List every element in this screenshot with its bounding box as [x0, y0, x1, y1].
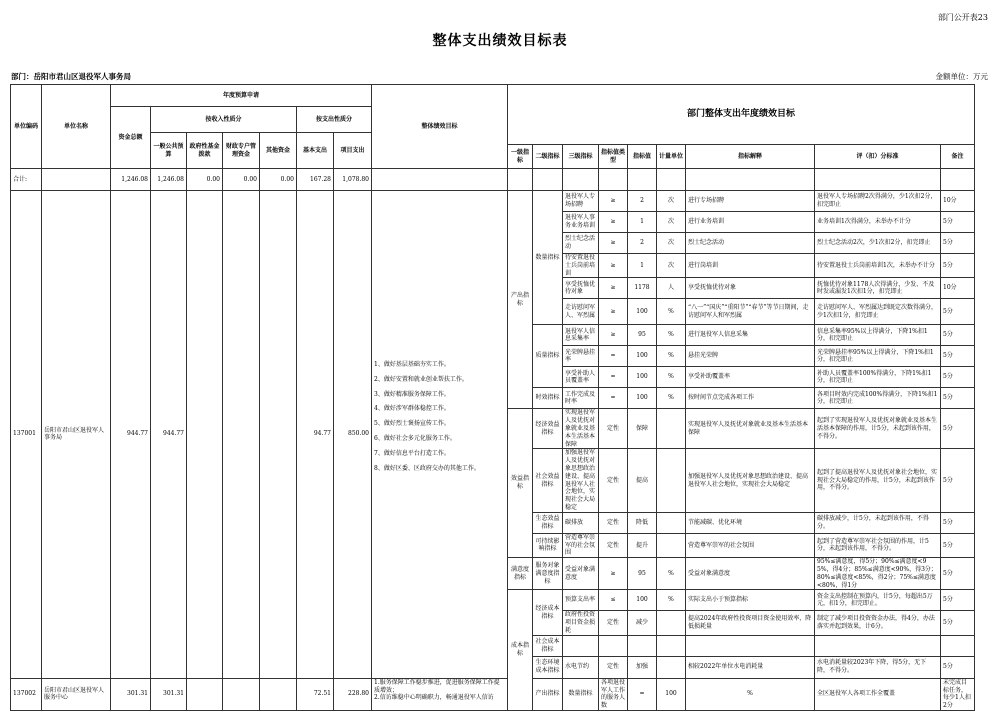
indicator-unit: % [657, 558, 686, 590]
unit2-code: 137002 [11, 678, 42, 710]
goal-item: 1.服务保障工作稳步推进，促进服务保障工作提质增效； [374, 678, 500, 694]
header-fiscal-special: 财政专户管理资金 [223, 133, 260, 169]
indicator-explain: 实际支出小于预算指标 [686, 590, 815, 611]
header-by-income: 按收入性质分 [151, 107, 297, 133]
header-total-funds: 资金总额 [111, 107, 151, 169]
header-unit-code: 单位编码 [11, 85, 42, 169]
indicator-remark: 5分 [941, 367, 975, 388]
indicator-l3: 走访慰问军人、军烈属 [563, 299, 599, 325]
indicator-explain: 进行专场招聘 [686, 191, 815, 212]
unit1-basic: 94.77 [297, 191, 334, 679]
indicator-unit: % [657, 367, 686, 388]
indicator-explain: 烈士纪念活动 [686, 233, 815, 254]
header-project-exp: 项目支出 [334, 133, 372, 169]
indicator-value: 提升 [628, 533, 657, 557]
indicator-scoring: 95%≤满意度，得5分；90%≤满意度<95%，得4分；85%≤满意度<90%，得3分；80%≤满意度<85%，得2分；75%≤满意度<80%，得1分 [815, 558, 941, 590]
indicator-explain: 节能减碳、优化环境 [686, 512, 815, 533]
indicator-unit: % [657, 590, 686, 611]
indicator-value: 提高 [628, 449, 657, 512]
amount-unit-label: 金额单位：万元 [935, 72, 988, 81]
indicator-explain: 享受抚恤优待对象 [686, 278, 815, 299]
unit2-explain: 全区退役军人各项工作全覆盖 [815, 678, 941, 710]
total-other: 0.00 [260, 169, 297, 191]
header-annual-budget: 年度预算申请 [111, 85, 372, 107]
header-explain: 指标解释 [686, 145, 815, 169]
indicator-type: 定性 [599, 409, 628, 449]
unit1-name: 岳阳市君山区退役军人事务局 [42, 191, 111, 679]
indicator-l3: 营造尊军崇军的社会氛围 [563, 533, 599, 557]
indicator-unit [657, 512, 686, 533]
indicator-scoring: 光荣牌悬挂率95%以上得满分，下降1%扣1分，扣完即止 [815, 346, 941, 367]
goal-item: 7、做好信息平台打造工作。 [374, 449, 450, 457]
header-level2: 二级指标 [533, 145, 563, 169]
unit1-general: 944.77 [151, 191, 187, 679]
indicator-unit: % [657, 346, 686, 367]
l1-benefit: 效益指标 [508, 409, 533, 558]
indicator-scoring: 业务培训1次得满分，未举办不计分 [815, 212, 941, 233]
indicator-l3: 退役军人信息采集率 [563, 325, 599, 346]
indicator-remark: 5分 [941, 533, 975, 557]
indicator-value: 100 [628, 590, 657, 611]
unit2-total: 301.31 [111, 678, 151, 710]
unit2-scoring: 未完成目标任务，每少1人扣2分 [941, 678, 975, 710]
indicator-type: ≥ [599, 299, 628, 325]
goal-item: 3、做好精准服务保障工作。 [374, 390, 450, 398]
goal-item: 5、做好烈士褒扬宣传工作。 [374, 420, 450, 428]
l2-social: 社会效益指标 [533, 449, 563, 512]
indicator-scoring: 补助人员覆盖率100%得满分，下降1%扣1分，扣完即止 [815, 367, 941, 388]
indicator-type: ≥ [599, 558, 628, 590]
unit2-goals [372, 678, 508, 710]
indicator-l3: 光荣牌悬挂率 [563, 346, 599, 367]
indicator-value: 减少 [628, 611, 657, 635]
indicator-remark: 5分 [941, 254, 975, 278]
header-value: 指标值 [628, 145, 657, 169]
unit2-l1: 产出指标 [533, 678, 563, 710]
indicator-explain: 受益对象满意度 [686, 558, 815, 590]
l2-economic: 经济效益指标 [533, 409, 563, 449]
indicator-value: 加强 [628, 656, 657, 678]
indicator-remark: 5分 [941, 656, 975, 678]
total-fiscal: 0.00 [223, 169, 260, 191]
indicator-scoring: 信息采集率95%以上得满分，下降1%扣1分，扣完即止 [815, 325, 941, 346]
header-other-funds: 其他资金 [260, 133, 297, 169]
indicator-value: 100 [628, 367, 657, 388]
goal-item: 2.信访维稳中心明确职力，畅通退役军人信访 [374, 694, 494, 702]
indicator-explain: 提高2024年政府性投资项目资金使用效率，降低损耗量 [686, 611, 815, 635]
indicator-unit: % [657, 388, 686, 409]
indicator-type: ≥ [599, 278, 628, 299]
indicator-scoring: 退役军人专场招聘2次得满分，少1次扣2分，扣完即止 [815, 191, 941, 212]
indicator-scoring: 各项目时效内完成100%得满分，下降1%扣1分，扣完即止 [815, 388, 941, 409]
indicator-scoring: 制定了减少项目投资资金办法，得4分，办法落实并起到效果，计6分。 [815, 611, 941, 635]
indicator-l3: 加强退役军人及优抚对象思想政治建设、提高退役军人社会地位，实现社会大局稳定 [563, 449, 599, 512]
indicator-explain: “八一”“国庆”“重阳节”“春节”等节日期间，走访慰问军人和军烈属 [686, 299, 815, 325]
indicator-remark: 5分 [941, 449, 975, 512]
header-gov-fund: 政府性基金拨款 [187, 133, 223, 169]
unit2-project: 228.80 [334, 678, 372, 710]
indicator-remark: 5分 [941, 388, 975, 409]
indicator-l3: 受益对象满意度 [563, 558, 599, 590]
indicator-l3: 实现退役军人及优抚对象就业及基本生活基本保障 [563, 409, 599, 449]
indicator-remark: 5分 [941, 325, 975, 346]
indicator-scoring: 抚恤优待对象1178人次得满分，少发、不及时发或漏发1次扣1分，扣完即止 [815, 278, 941, 299]
header-value-type: 指标值类型 [599, 145, 628, 169]
header-scoring: 评（扣）分标准 [815, 145, 941, 169]
indicator-unit: 次 [657, 212, 686, 233]
indicator-explain: 相较2022年单位水电消耗量 [686, 656, 815, 678]
indicator-type: 定性 [599, 449, 628, 512]
indicator-value: 100 [628, 388, 657, 409]
total-funds: 1,246.08 [111, 169, 151, 191]
indicator-explain: 实现退役军人及抚优对象就业及基本生活基本保障 [686, 409, 815, 449]
header-level1: 一级指标 [508, 145, 533, 169]
indicator-value: 100 [628, 299, 657, 325]
header-overall-goal: 整体绩效目标 [372, 85, 508, 169]
goal-item: 4、做好涉军群体稳控工作。 [374, 405, 450, 413]
header-level3: 三级指标 [563, 145, 599, 169]
header-dept-goal: 部门整体支出年度绩效目标 [508, 85, 975, 145]
unit2-l3: 各项退役军人工作的服务人数 [599, 678, 628, 710]
total-basic: 167.28 [297, 169, 334, 191]
unit2-name: 岳阳市君山区退役军人服务中心 [42, 678, 111, 710]
total-general: 1,246.08 [151, 169, 187, 191]
performance-table [10, 84, 975, 711]
indicator-unit [657, 656, 686, 678]
indicator-explain: 进行退役军人信息采集 [686, 325, 815, 346]
indicator-type: ≥ [599, 325, 628, 346]
total-project: 1,078.80 [334, 169, 372, 191]
indicator-remark: 10分 [941, 191, 975, 212]
total-label: 合计: [11, 169, 42, 191]
indicator-remark: 10分 [941, 278, 975, 299]
l1-cost: 成本指标 [508, 590, 533, 711]
indicator-type: = [599, 346, 628, 367]
indicator-remark: 5分 [941, 558, 975, 590]
indicator-type: ≥ [599, 191, 628, 212]
indicator-type: 定性 [599, 656, 628, 678]
unit2-l2: 数量指标 [563, 678, 599, 710]
indicator-type: ≥ [599, 212, 628, 233]
header-by-expense: 按支出性质分 [297, 107, 372, 133]
indicator-explain: 悬挂光荣牌 [686, 346, 815, 367]
indicator-l3: 政府性投资项目资金损耗 [563, 611, 599, 635]
indicator-unit: 次 [657, 233, 686, 254]
header-unit-name: 单位名称 [42, 85, 111, 169]
unit2-type: = [628, 678, 657, 710]
indicator-type: ≥ [599, 254, 628, 278]
indicator-l3: 水电节约 [563, 656, 599, 678]
indicator-value: 2 [628, 233, 657, 254]
indicator-scoring: 烈士纪念活动2次，少1次扣2分，扣完即止 [815, 233, 941, 254]
indicator-unit [657, 409, 686, 449]
indicator-explain: 营造尊军崇军的社会氛围 [686, 533, 815, 557]
unit1-project: 850.00 [334, 191, 372, 679]
indicator-value: 降低 [628, 512, 657, 533]
indicator-explain: 进行岗培训 [686, 254, 815, 278]
indicator-unit [657, 449, 686, 512]
l2-econ-cost: 经济成本指标 [533, 590, 563, 635]
indicator-type: ≤ [599, 590, 628, 611]
indicator-explain: 享受补助覆盖率 [686, 367, 815, 388]
indicator-value: 95 [628, 558, 657, 590]
indicator-type: = [599, 367, 628, 388]
l2-service-sat: 服务对象满意度指标 [533, 558, 563, 590]
indicator-scoring: 起到了营造尊军崇军社会氛围的作用，计5分，未起到该作用，不得分。 [815, 533, 941, 557]
indicator-unit: % [657, 325, 686, 346]
table-row [11, 191, 975, 212]
indicator-unit: 人 [657, 278, 686, 299]
l2-quality: 质量指标 [533, 325, 563, 388]
indicator-type: = [599, 388, 628, 409]
page-label: 部门公开表23 [937, 13, 988, 22]
indicator-l3: 享受补助人员覆盖率 [563, 367, 599, 388]
indicator-l3: 享受抚恤优待对象 [563, 278, 599, 299]
indicator-explain: 进行业务培训 [686, 212, 815, 233]
indicator-unit [657, 533, 686, 557]
indicator-scoring: 资金支出控制在预算内，计5分，每超出5万元，扣1分，扣完即止。 [815, 590, 941, 611]
indicator-remark: 5分 [941, 590, 975, 611]
indicator-l3: 退役军人事务业务培训 [563, 212, 599, 233]
indicator-scoring: 走访慰问军人、军烈属达到既定次数得满分，少1次扣1分，扣完即止 [815, 299, 941, 325]
indicator-l3: 工作完成及时率 [563, 388, 599, 409]
department-label: 部门：岳阳市君山区退役军人事务局 [11, 72, 131, 81]
goal-item: 8、做好区委、区政府交办的其他工作。 [374, 464, 480, 472]
unit1-code: 137001 [11, 191, 42, 679]
header-measure-unit: 计量单位 [657, 145, 686, 169]
indicator-value: 2 [628, 191, 657, 212]
indicator-value: 1 [628, 212, 657, 233]
indicator-l3: 待安置退役士兵岗前培训 [563, 254, 599, 278]
indicator-value: 1178 [628, 278, 657, 299]
indicator-scoring: 待安置退役士兵岗前培训1次，未举办不计分 [815, 254, 941, 278]
indicator-unit [657, 611, 686, 635]
l2-timeliness: 时效指标 [533, 388, 563, 409]
unit2-basic: 72.51 [297, 678, 334, 710]
unit2-value: 100 [657, 678, 686, 710]
header-general-budget: 一般公共预算 [151, 133, 187, 169]
indicator-scoring: 水电消耗量较2023年下降，得5分，无下降，不得分。 [815, 656, 941, 678]
unit1-goals [372, 191, 508, 679]
indicator-type: 定性 [599, 611, 628, 635]
total-gov-fund: 0.00 [187, 169, 223, 191]
l2-eco-cost: 生态环境成本指标 [533, 656, 563, 678]
indicator-type: 定性 [599, 512, 628, 533]
indicator-remark: 5分 [941, 212, 975, 233]
indicator-unit: % [657, 299, 686, 325]
unit1-total: 944.77 [111, 191, 151, 679]
indicator-remark: 5分 [941, 409, 975, 449]
indicator-explain: 按时间节点完成各项工作 [686, 388, 815, 409]
indicator-type: 定性 [599, 533, 628, 557]
l2-quantity: 数量指标 [533, 191, 563, 325]
goal-item: 2、做好安置和就业创业帮扶工作。 [374, 375, 468, 383]
unit2-unit: % [686, 678, 815, 710]
indicator-unit: 次 [657, 254, 686, 278]
l1-satisfaction: 满意度指标 [508, 558, 533, 590]
indicator-explain: 加强退役军人及优抚对象思想政治建设、提高退役军人社会地位，实现社会大局稳定 [686, 449, 815, 512]
indicator-l3: 碳排放 [563, 512, 599, 533]
indicator-unit: 次 [657, 191, 686, 212]
indicator-value: 100 [628, 346, 657, 367]
indicator-l3: 退役军人专场招聘 [563, 191, 599, 212]
goal-item: 6、做好社会多元化服务工作。 [374, 434, 456, 442]
indicator-value: 95 [628, 325, 657, 346]
l2-ecological: 生态效益指标 [533, 512, 563, 533]
indicator-type: ≥ [599, 233, 628, 254]
l2-social-cost: 社会成本指标 [533, 635, 563, 656]
unit2-general: 301.31 [151, 678, 187, 710]
indicator-scoring: 起到了实现退役军人及优抚对象就业及基本生活基本保障的作用，计5分，未起到该作用，不得分。 [815, 409, 941, 449]
indicator-value: 1 [628, 254, 657, 278]
page-title: 整体支出绩效目标表 [432, 33, 568, 49]
header-remark: 备注 [941, 145, 975, 169]
header-basic-exp: 基本支出 [297, 133, 334, 169]
goal-item: 1、做好基层基础夯实工作。 [374, 361, 450, 368]
total-row [11, 169, 975, 191]
indicator-remark: 5分 [941, 299, 975, 325]
table-row [11, 678, 975, 710]
indicator-remark: 5分 [941, 611, 975, 635]
indicator-value: 保障 [628, 409, 657, 449]
indicator-remark: 5分 [941, 233, 975, 254]
indicator-remark: 5分 [941, 512, 975, 533]
indicator-scoring: 起到了提高退役军人及优抚对象社会地位，实现社会大局稳定的作用，计5分，未起到该作用，不得分。 [815, 449, 941, 512]
indicator-scoring: 碳排放减少，计5分，未起到该作用，不得分。 [815, 512, 941, 533]
indicator-remark: 5分 [941, 346, 975, 367]
indicator-l3: 烈士纪念活动 [563, 233, 599, 254]
l1-output: 产出指标 [508, 191, 533, 409]
indicator-l3: 预算支出率 [563, 590, 599, 611]
l2-sustainable: 可持续影响指标 [533, 533, 563, 557]
